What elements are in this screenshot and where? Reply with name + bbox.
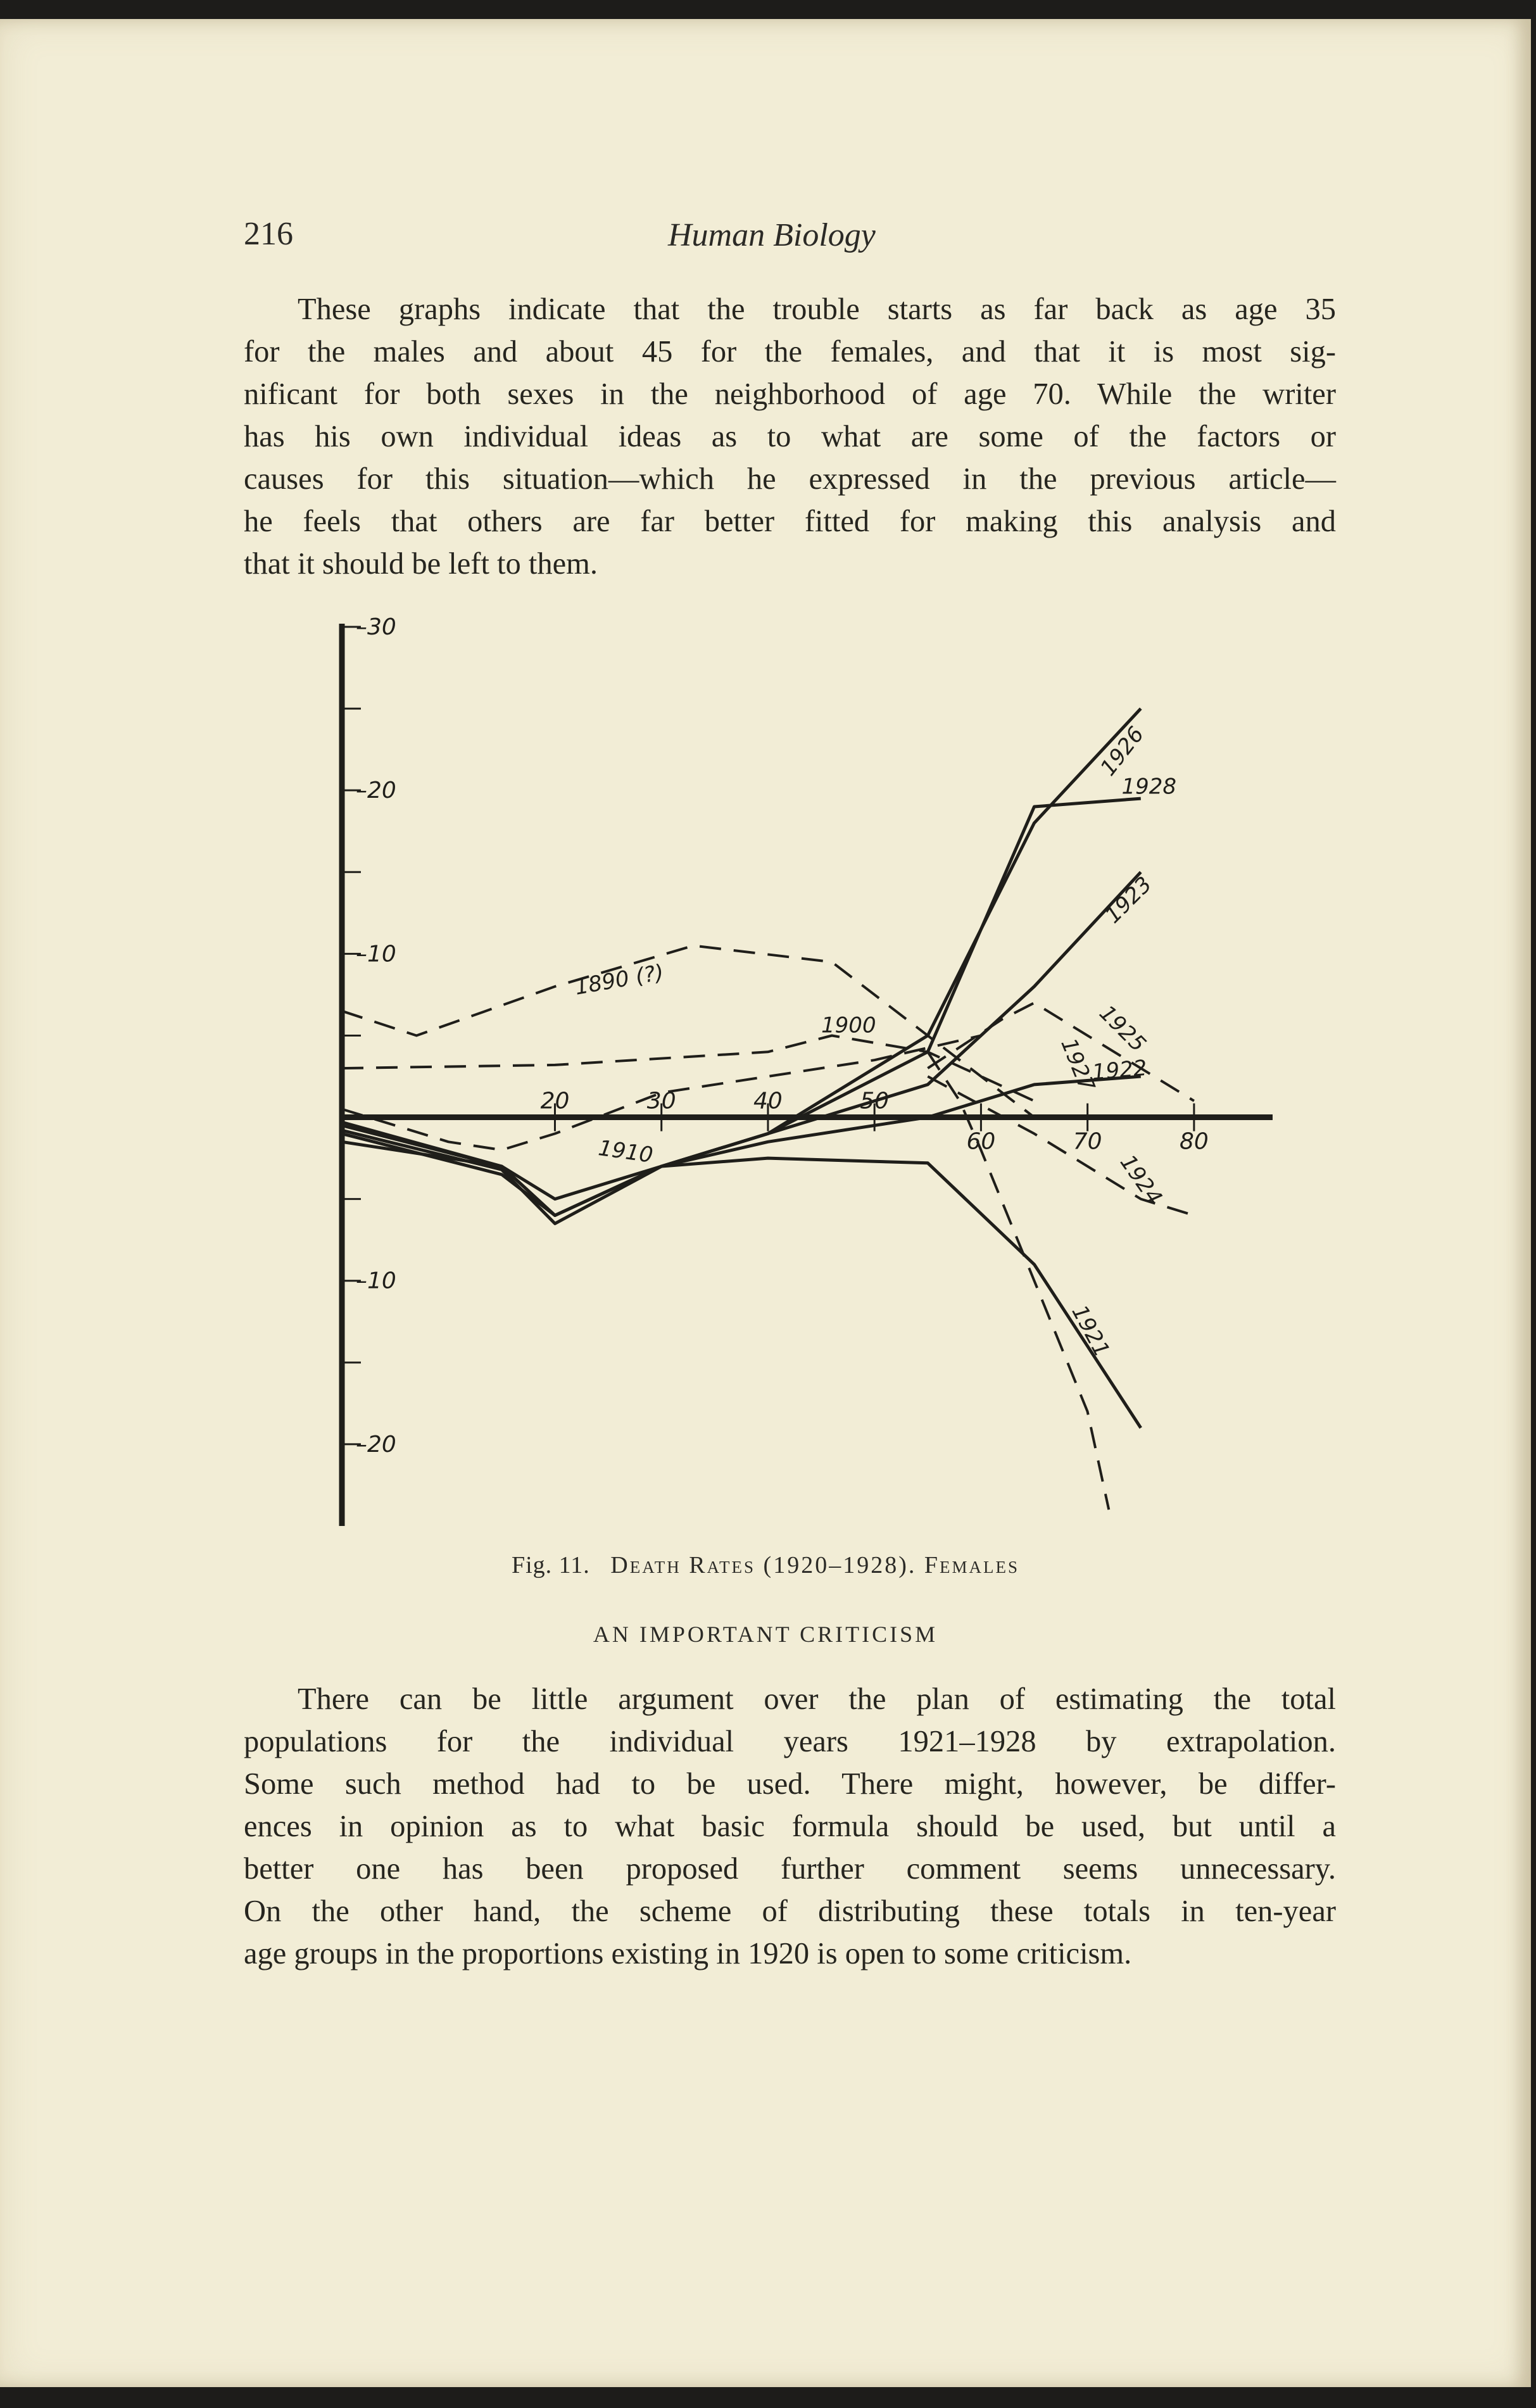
y-tick-label: –20 <box>356 1431 396 1458</box>
series-label: 1925 <box>1094 1000 1151 1057</box>
series-label: 1890 (?) <box>572 959 666 1000</box>
series-label: 1926 <box>1095 722 1150 781</box>
x-tick-label: 80 <box>1179 1128 1209 1155</box>
paragraph-line: better one has been proposed further comment seems unnecessary. <box>244 1852 1336 1886</box>
paragraph-line: These graphs indicate that the trouble starts as far back as age 35 <box>298 293 1336 326</box>
criticism-paragraph <box>244 1678 1336 1975</box>
series-line-1923 <box>342 872 1141 1223</box>
y-tick-label: –30 <box>356 614 396 640</box>
y-tick-label: –10 <box>356 1268 396 1294</box>
series-label: 1921 <box>1066 1301 1115 1361</box>
y-tick-label: –20 <box>356 778 396 804</box>
x-tick-label: 50 <box>860 1088 890 1114</box>
series-label: 1924 <box>1114 1150 1168 1210</box>
x-tick-label: 70 <box>1073 1128 1102 1155</box>
series-label: 1900 <box>821 1012 876 1038</box>
paragraph-line: age groups in the proportions existing in 1920 is open to some criticism. <box>244 1937 1132 1970</box>
figure-label: Fig. 11. <box>511 1552 590 1579</box>
death-rates-chart <box>304 602 1292 1551</box>
series-label: 1927 <box>1055 1035 1100 1095</box>
series-label: 1923 <box>1100 871 1157 929</box>
chart-series-labels <box>573 722 1176 1361</box>
section-heading: AN IMPORTANT CRITICISM <box>593 1622 938 1647</box>
y-tick-label: –10 <box>356 941 396 968</box>
book-page <box>0 19 1531 2387</box>
series-line-1926 <box>342 709 1141 1215</box>
series-label: 1910 <box>596 1135 655 1168</box>
x-tick-label: 20 <box>540 1088 570 1114</box>
x-tick-label: 60 <box>966 1128 996 1155</box>
x-tick-label: 30 <box>646 1088 676 1114</box>
intro-paragraph <box>244 288 1336 585</box>
paragraph-line: he feels that others are far better fitted for making this analysis and <box>244 505 1336 538</box>
paragraph-line: There can be little argument over the plan of estimating the total <box>298 1682 1336 1716</box>
paragraph-line: for the males and about 45 for the females, and that it is most sig- <box>244 335 1336 369</box>
paragraph-line: nificant for both sexes in the neighborhood of age 70. While the writer <box>244 377 1336 411</box>
series-label: 1928 <box>1121 774 1177 800</box>
series-line-1928 <box>342 798 1141 1215</box>
running-head <box>0 209 1531 260</box>
paragraph-line: On the other hand, the scheme of distributing these totals in ten-year <box>244 1894 1336 1928</box>
paragraph-line: causes for this situation—which he expressed in the previous article— <box>244 462 1336 496</box>
figure-title: Death Rates (1920–1928). Females <box>610 1552 1019 1579</box>
series-line-1922 <box>342 1076 1141 1216</box>
x-tick-label: 40 <box>753 1088 783 1114</box>
paragraph-line: populations for the individual years 1921–1928 by extrapolation. <box>244 1725 1336 1758</box>
page-number: 216 <box>244 216 293 252</box>
paragraph-line: has his own individual ideas as to what are some of the factors or <box>244 420 1336 453</box>
series-line-1927 <box>928 1052 1109 1510</box>
series-line-1921 <box>342 1142 1141 1428</box>
journal-title: Human Biology <box>668 217 876 253</box>
chart-svg <box>304 602 1292 1551</box>
paragraph-line: that it should be left to them. <box>244 547 598 581</box>
paragraph-line: Some such method had to be used. There might, however, be differ- <box>244 1767 1336 1801</box>
paragraph-line: ences in opinion as to what basic formula should be used, but until a <box>244 1810 1336 1843</box>
series-label: 1922 <box>1091 1055 1149 1086</box>
figure-caption <box>0 1551 1531 1579</box>
